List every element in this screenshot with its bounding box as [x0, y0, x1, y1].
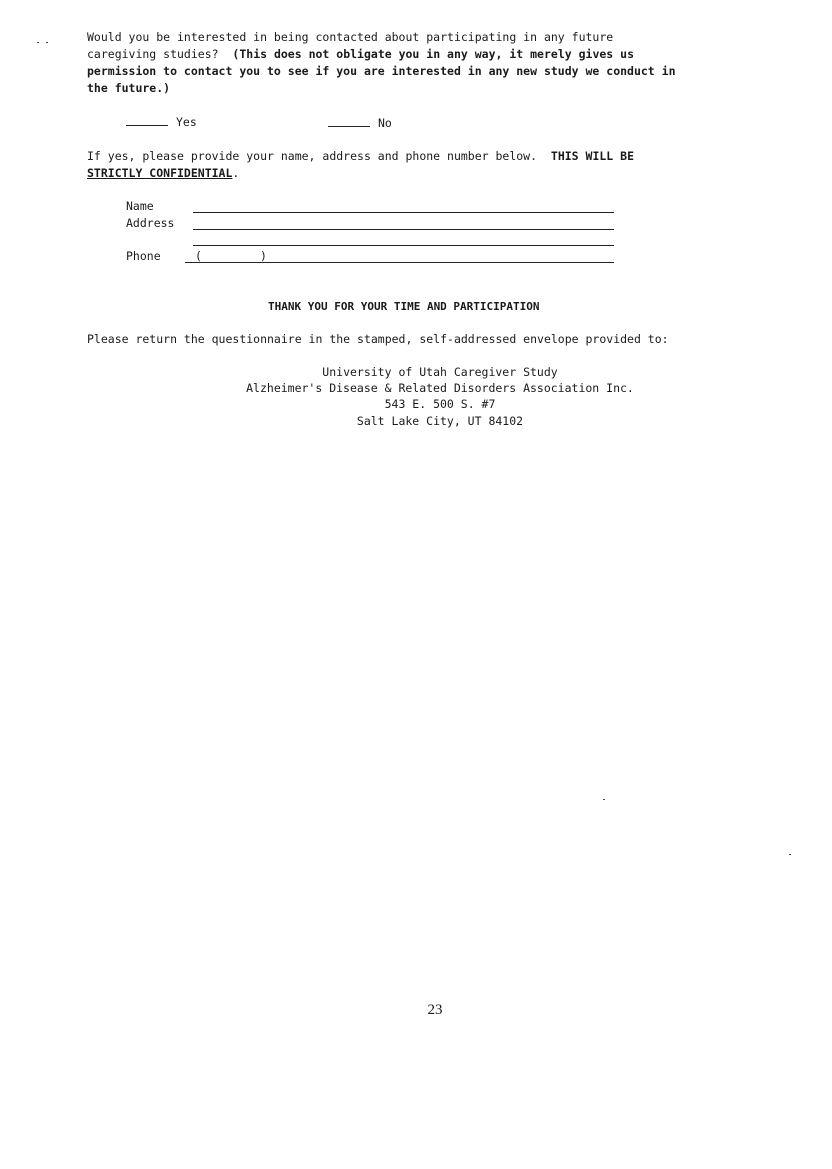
- scan-speck: [603, 799, 605, 800]
- address-line-2: Alzheimer's Disease & Related Disorders Association Inc.: [246, 381, 634, 395]
- address-label: Address: [126, 216, 175, 230]
- question-disclaimer-line-4: the future.): [87, 81, 171, 95]
- address-field-line-1[interactable]: [193, 229, 614, 230]
- address-field-line-2[interactable]: [193, 245, 614, 246]
- contact-prompt-text: If yes, please provide your name, address and phone number below.: [87, 149, 538, 163]
- scan-speck: [46, 42, 48, 43]
- confidential-notice-start: THIS WILL BE: [550, 149, 634, 163]
- strictly-confidential: STRICTLY CONFIDENTIAL: [87, 166, 233, 180]
- scan-speck: [789, 854, 791, 855]
- yes-label: Yes: [176, 115, 197, 129]
- thank-you-heading: THANK YOU FOR YOUR TIME AND PARTICIPATION: [268, 300, 540, 313]
- question-disclaimer-line-3: permission to contact you to see if you are interested in any new study we conduct in: [87, 64, 676, 78]
- phone-label: Phone: [126, 249, 161, 263]
- question-disclaimer-start: (This does not obligate you in any way, it merely gives us: [232, 47, 634, 61]
- phone-field[interactable]: [185, 262, 614, 263]
- yes-blank[interactable]: [126, 124, 168, 126]
- question-line-2: [87, 46, 634, 63]
- no-label: No: [378, 116, 392, 130]
- address-line-1: University of Utah Caregiver Study: [322, 365, 558, 379]
- name-field[interactable]: [193, 212, 614, 213]
- address-line-3: 543 E. 500 S. #7: [384, 397, 496, 411]
- address-line-4: Salt Lake City, UT 84102: [356, 414, 524, 428]
- contact-prompt-line-2: [87, 165, 239, 182]
- no-blank[interactable]: [328, 125, 370, 127]
- contact-prompt-period: .: [232, 166, 240, 180]
- contact-prompt-line-1: [87, 148, 634, 165]
- phone-open-paren: (: [195, 249, 202, 263]
- option-yes[interactable]: [126, 114, 197, 131]
- question-line-1: Would you be interested in being contacted about participating in any future: [87, 30, 614, 44]
- page-number: 23: [427, 1002, 443, 1018]
- scan-speck: [37, 42, 39, 43]
- phone-close-paren: ): [260, 249, 267, 263]
- name-label: Name: [126, 199, 154, 213]
- return-instruction: Please return the questionnaire in the stamped, self-addressed envelope provided to:: [87, 332, 669, 346]
- option-no[interactable]: [328, 115, 392, 132]
- question-line-2-text: caregiving studies?: [87, 47, 219, 61]
